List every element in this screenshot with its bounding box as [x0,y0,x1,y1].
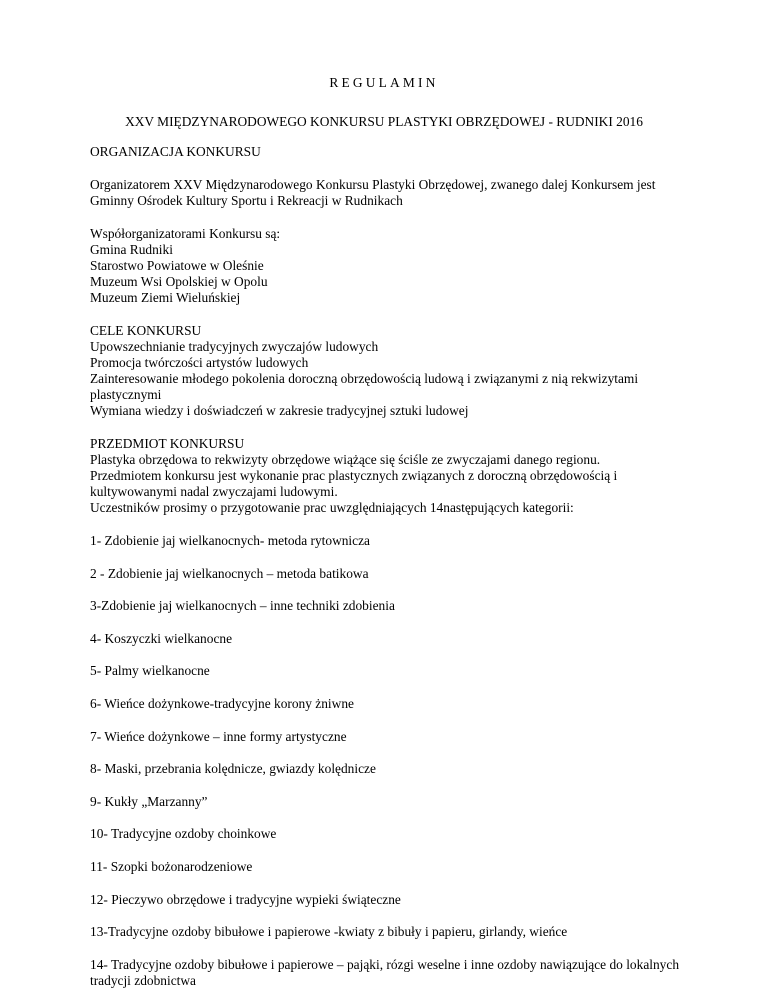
category-item [90,533,690,549]
category-item [90,566,690,582]
text-line: Plastyka obrzędowa to rekwizyty obrzędowe wiążące się ściśle ze zwyczajami danego regionu. [90,452,601,467]
text-line: Uczestników prosimy o przygotowanie prac uwzględniających 14następujących kategorii: [90,500,574,515]
category-text: 2 - Zdobienie jaj wielkanocnych – metoda batikowa [90,565,369,581]
category-item [90,794,690,810]
text-line: Gminny Ośrodek Kultury Sportu i Rekreacji w Rudnikach [90,193,403,208]
category-item [90,859,690,875]
category-item [90,924,690,940]
text-line: Gmina Rudniki [90,242,173,257]
document-title: REGULAMIN [329,75,439,90]
section-paragraph [90,177,690,209]
section-paragraph [90,436,690,516]
category-item [90,761,690,777]
category-text: 14- Tradycyjne ozdoby bibułowe i papierowe – pająki, rózgi weselne i inne ozdoby nawiązujące do lokalnych [90,956,680,972]
category-text: 5- Palmy wielkanocne [90,663,210,679]
category-item [90,957,690,989]
category-item [90,892,690,908]
sections-container [90,144,690,516]
category-text: 13-Tradycyjne ozdoby bibułowe i papierowe -kwiaty z bibuły i papieru, girlandy, wieńce [90,924,568,940]
category-item [90,696,690,712]
document-subtitle: XXV MIĘDZYNARODOWEGO KONKURSU PLASTYKI OBRZĘDOWEJ - RUDNIKI 2016 [125,114,643,129]
category-item [90,826,690,842]
text-line: Muzeum Wsi Opolskiej w Opolu [90,274,268,289]
text-line: Wymiana wiedzy i doświadczeń w zakresie tradycyjnej sztuki ludowej [90,403,469,418]
section-paragraph [90,323,690,419]
category-item [90,663,690,679]
text-line: Muzeum Ziemi Wieluńskiej [90,290,241,305]
category-text: tradycji zdobnictwa [90,972,196,988]
text-line: ORGANIZACJA KONKURSU [90,144,261,159]
text-line: Promocja twórczości artystów ludowych [90,355,309,370]
category-text: 11- Szopki bożonarodzeniowe [90,858,253,874]
text-line: Zainteresowanie młodego pokolenia doroczną obrzędowością ludową i związanymi z nią rekwizytami [90,371,639,386]
text-line: Przedmiotem konkursu jest wykonanie prac plastycznych związanych z doroczną obrzędowością i [90,468,618,483]
category-text: 4- Koszyczki wielkanocne [90,630,233,646]
text-line: Upowszechnianie tradycyjnych zwyczajów ludowych [90,339,379,354]
text-line: kultywowanymi nadal zwyczajami ludowymi. [90,484,338,499]
text-line: Starostwo Powiatowe w Oleśnie [90,258,264,273]
category-text: 1- Zdobienie jaj wielkanocnych- metoda rytownicza [90,533,370,548]
section-paragraph [90,226,690,306]
category-text: 7- Wieńce dożynkowe – inne formy artystyczne [90,728,347,744]
section-paragraph [90,144,690,160]
categories-list [90,533,690,989]
category-text: 3-Zdobienie jaj wielkanocnych – inne techniki zdobienia [90,598,395,614]
category-text: 6- Wieńce dożynkowe-tradycyjne korony żniwne [90,695,354,711]
category-text: 12- Pieczywo obrzędowe i tradycyjne wypieki świąteczne [90,891,401,907]
category-item [90,598,690,614]
text-line: plastycznymi [90,387,162,402]
category-text: 8- Maski, przebrania kolędnicze, gwiazdy kolędnicze [90,761,376,777]
document-body [90,144,690,1005]
category-text: 9- Kukły „Marzanny” [90,793,208,809]
category-item [90,729,690,745]
category-text: 10- Tradycyjne ozdoby choinkowe [90,826,277,842]
category-item [90,631,690,647]
section-heading: CELE KONKURSU [90,323,202,338]
text-line: Organizatorem XXV Międzynarodowego Konkursu Plastyki Obrzędowej, zwanego dalej Konkursem jest [90,177,656,192]
text-line: Współorganizatorami Konkursu są: [90,226,281,241]
section-heading: PRZEDMIOT KONKURSU [90,436,245,451]
